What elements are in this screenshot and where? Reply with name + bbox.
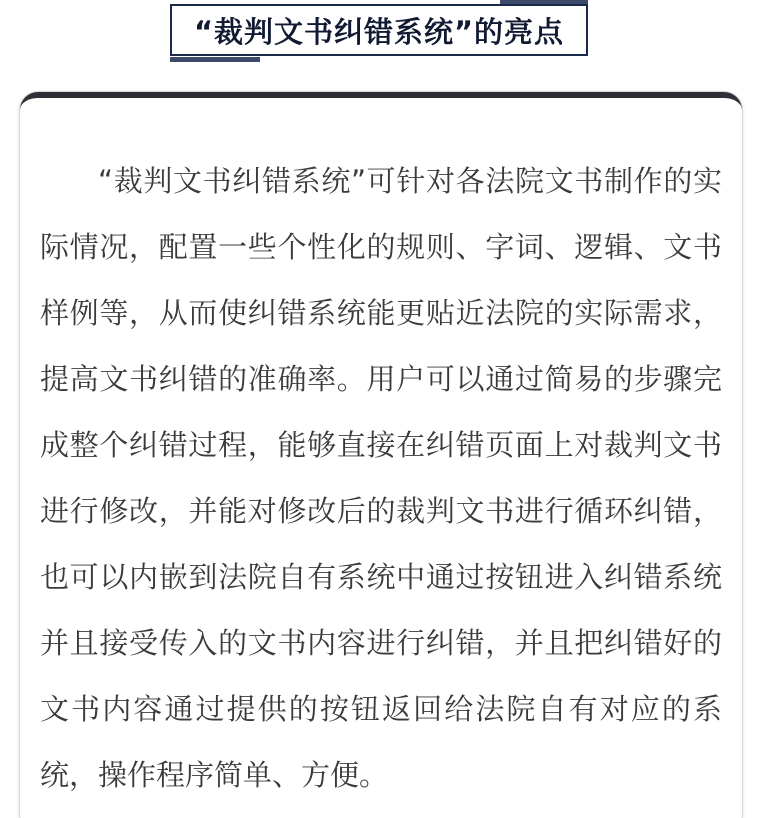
title-accent-bottom — [170, 57, 260, 62]
title-box — [170, 4, 588, 56]
title-banner — [170, 4, 588, 58]
page-title: “裁判文书纠错系统”的亮点 — [193, 14, 565, 49]
card-paragraph: “裁判文书纠错系统”可针对各法院文书制作的实际情况，配置一些个性化的规则、字词、逻辑、文书样例等，从而使纠错系统能更贴近法院的实际需求，提高文书纠错的准确率。用户可以通过简易的步骤完成整个纠错过程，能够直接在纠错页面上对裁判文书进行修改，并能对修改后的裁判文书进行循环纠错，也可以内嵌到法院自有系统中通过按钮进入纠错系统并且接受传入的文书内容进行纠错，并且把纠错好的文书内容通过提供的按钮返回给法院自有对应的系统，操作程序简单、方便。 — [40, 164, 722, 792]
content-card — [20, 92, 742, 818]
